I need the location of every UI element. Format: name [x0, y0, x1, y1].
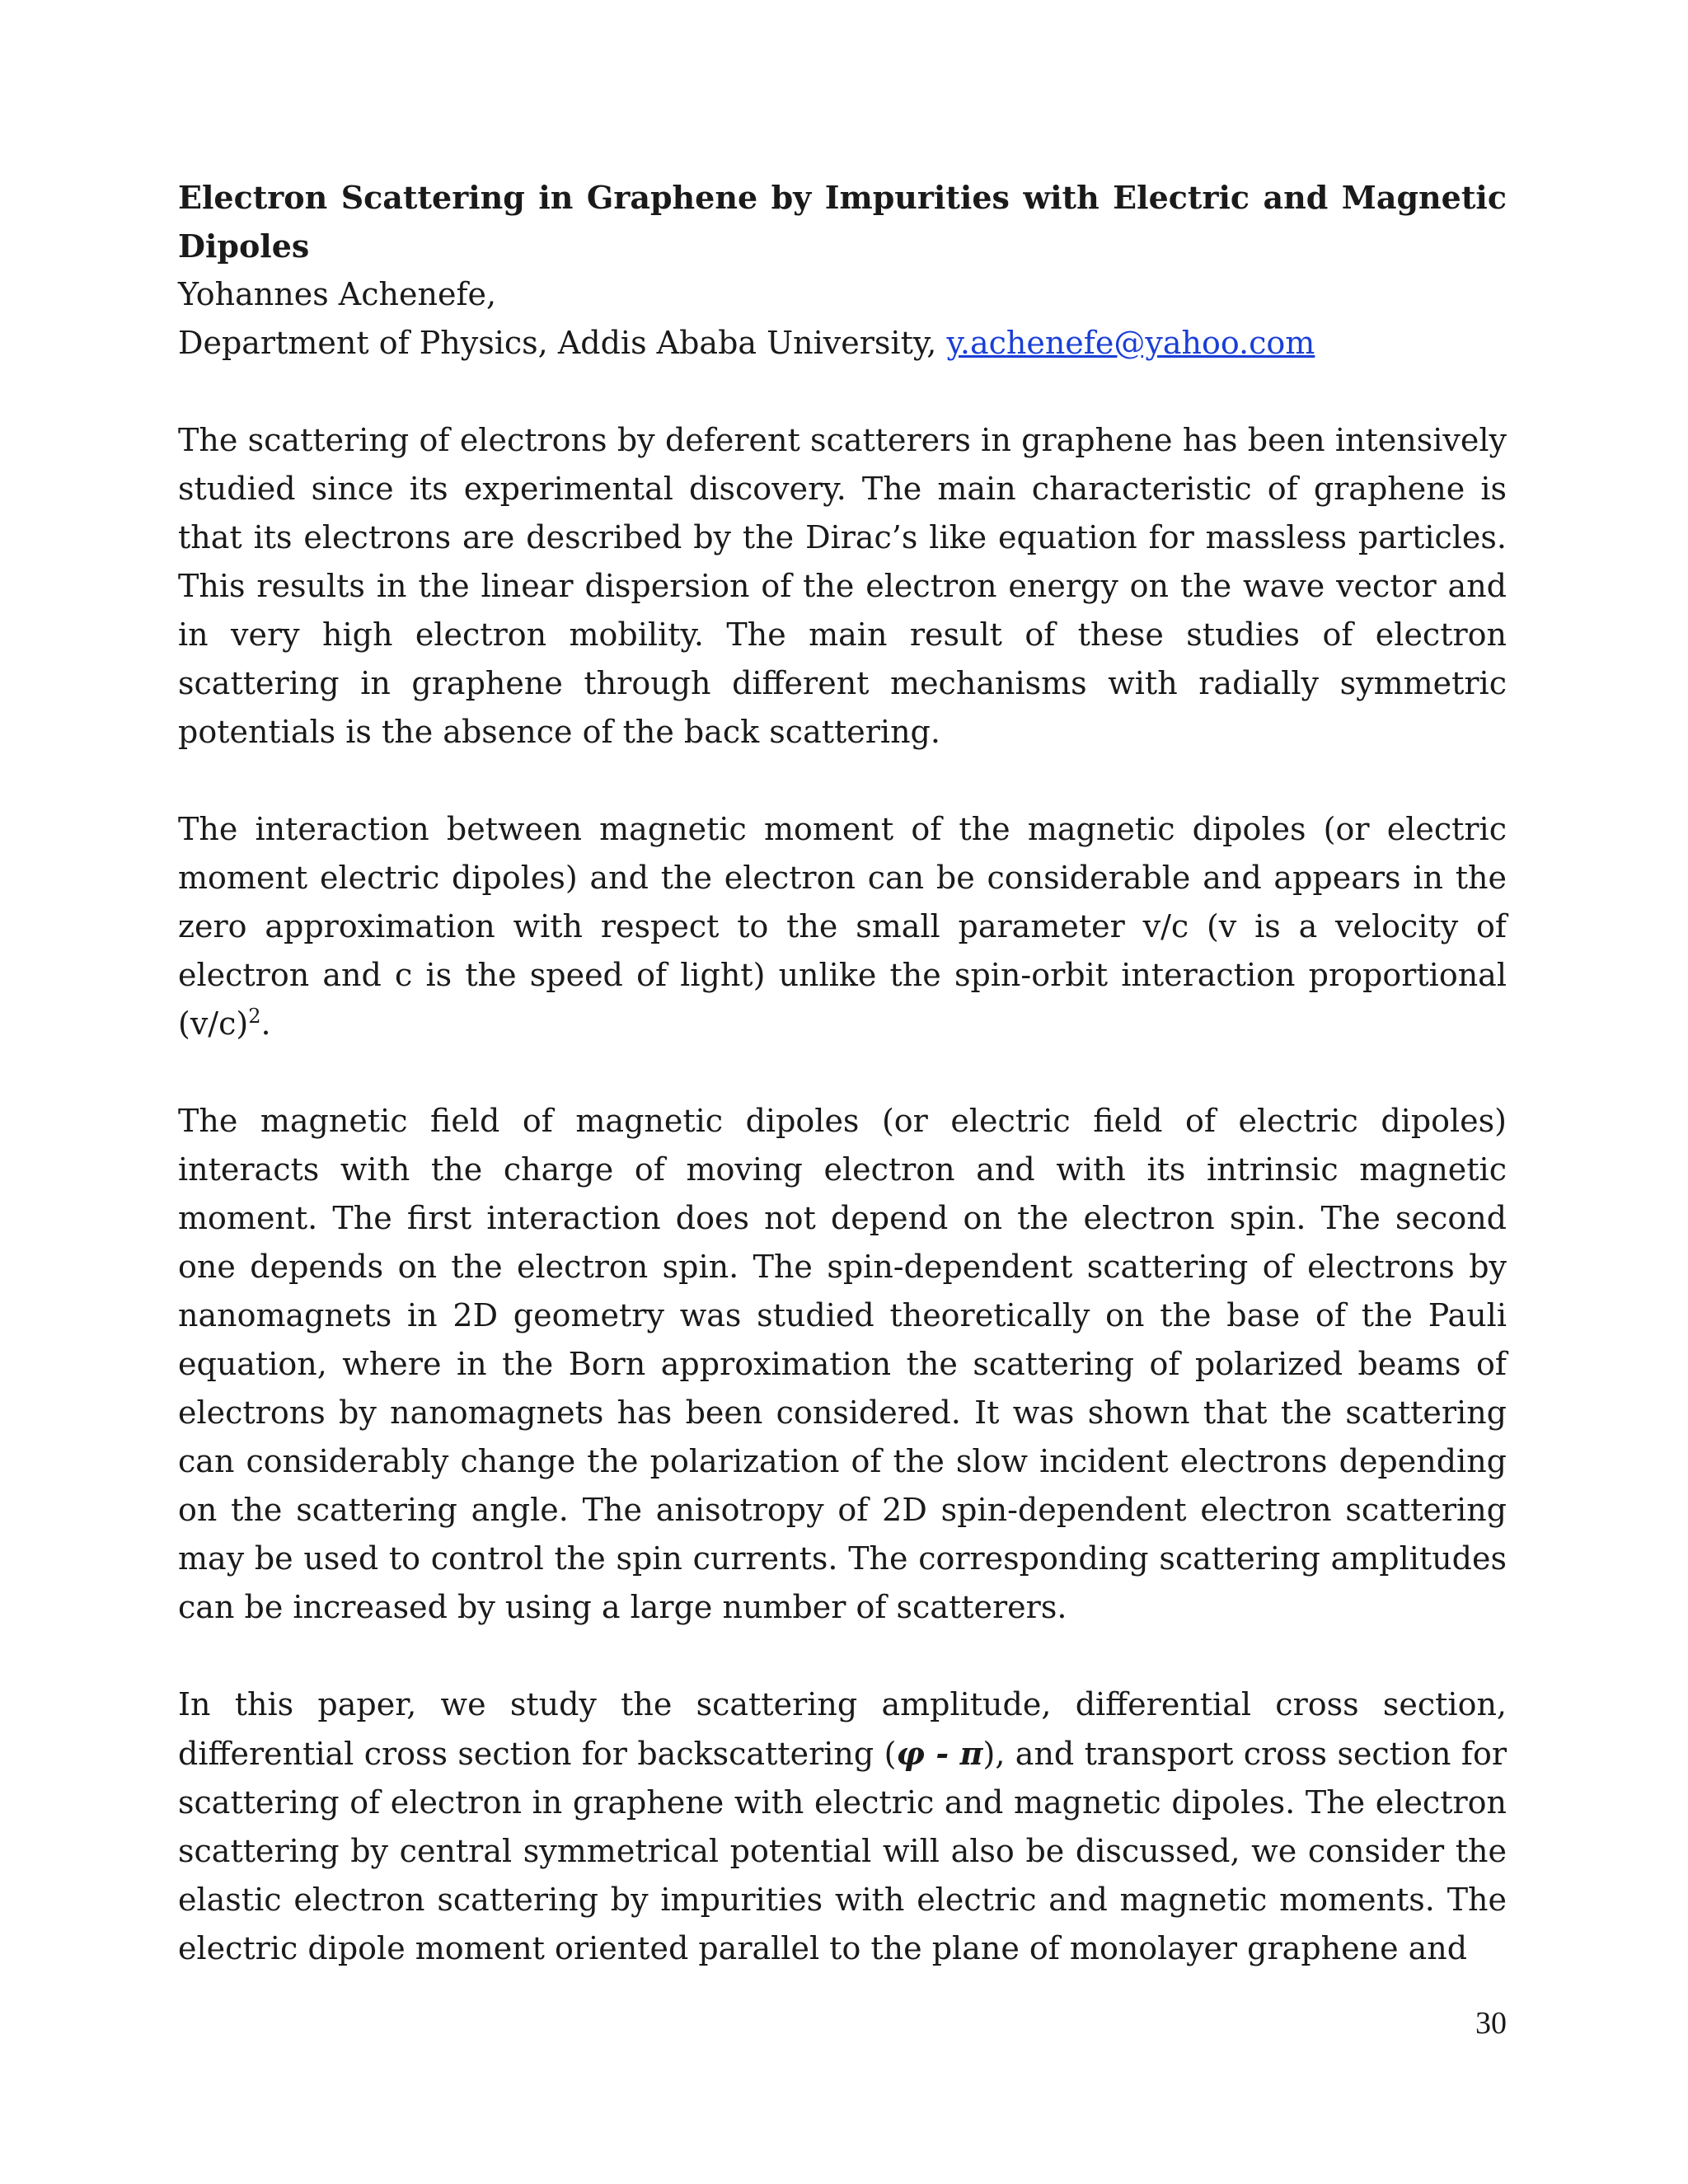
- paragraph-2-text: The interaction between magnetic moment of the magnetic dipoles (or electric moment electric dipoles) and the electron can be considerable and appears in the zero approximation with respect to the small parameter v/c (v is a velocity of electron and c is the speed of light) unlike the spin-orbit interaction proportional (v/c): [178, 811, 1507, 1042]
- paragraph-4-text-start: In this paper, we study the scattering amplitude, differential cross section, differential cross section for backscattering (: [178, 1686, 1507, 1772]
- superscript-exponent: 2: [248, 1005, 261, 1028]
- paragraph-2-end: .: [260, 1005, 271, 1042]
- author-name: Yohannes Achenefe,: [178, 276, 497, 312]
- backscatter-angle-math: φ - π: [896, 1735, 983, 1772]
- paragraph-2: [178, 805, 1507, 1048]
- paragraph-4: [178, 1680, 1507, 1973]
- affiliation-text: Department of Physics, Addis Ababa University,: [178, 325, 947, 361]
- paragraph-4-text-end: ), and transport cross section for scattering of electron in graphene with electric and magnetic dipoles. The electron scattering by central symmetrical potential will also be discussed, we consider the elastic electron scattering by impurities with electric and magnetic moments. The electric dipole moment oriented parallel to the plane of monolayer graphene and: [178, 1736, 1507, 1966]
- paragraph-1: The scattering of electrons by deferent scatterers in graphene has been intensively studied since its experimental discovery. The main characteristic of graphene is that its electrons are described by the Dirac’s like equation for massless particles. This results in the linear dispersion of the electron energy on the wave vector and in very high electron mobility. The main result of these studies of electron scattering in graphene through different mechanisms with radially symmetric potentials is the absence of the back scattering.: [178, 422, 1507, 750]
- paper-title: Electron Scattering in Graphene by Impurities with Electric and Magnetic Dipoles: [178, 179, 1507, 265]
- paragraph-3: The magnetic field of magnetic dipoles (or electric field of electric dipoles) interacts with the charge of moving electron and with its intrinsic magnetic moment. The first interaction does not depend on the electron spin. The second one depends on the electron spin. The spin-dependent scattering of electrons by nanomagnets in 2D geometry was studied theoretically on the base of the Pauli equation, where in the Born approximation the scattering of polarized beams of electrons by nanomagnets has been considered. It was shown that the scattering can considerably change the polarization of the slow incident electrons depending on the scattering angle. The anisotropy of 2D spin-dependent electron scattering may be used to control the spin currents. The corresponding scattering amplitudes can be increased by using a large number of scatterers.: [178, 1103, 1507, 1625]
- email-link[interactable]: y.achenefe@yahoo.com: [946, 325, 1315, 361]
- document-page: [178, 173, 1507, 1973]
- page-number: 30: [1475, 2006, 1507, 2041]
- affiliation-line: [178, 319, 1507, 368]
